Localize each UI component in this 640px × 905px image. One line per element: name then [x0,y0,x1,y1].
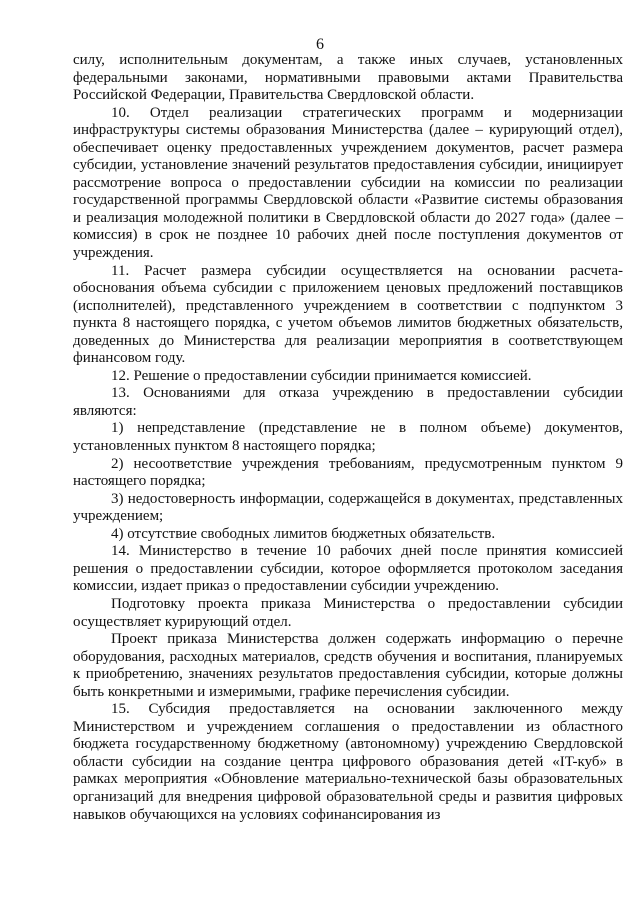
paragraph-item-13: 13. Основаниями для отказа учреждению в предоставлении субсидии являются: [73,385,623,419]
paragraph-item-11: 11. Расчет размера субсидии осуществляется на основании расчета-обоснования объема субсидии с приложением ценовых предложений поставщиков (исполнителей), представленного учреждением в соответствии с подпунктом 3 пункта 8 настоящего порядка, с учетом объемов лимитов бюджетных обязательств, доведенных до Министерства для реализации мероприятия в соответствующем финансовом году. [73,262,623,367]
paragraph-order-content: Проект приказа Министерства должен содержать информацию о перечне оборудования, расходных материалов, средств обучения и воспитания, планируемых к приобретению, значениях результатов предоставления субсидии, которые должны быть конкретными и измеримыми, графике перечисления субсидии. [73,631,623,700]
subitem-13-2: 2) несоответствие учреждения требованиям, предусмотренным пунктом 9 настоящего порядка; [73,455,623,490]
paragraph-item-10: 10. Отдел реализации стратегических программ и модернизации инфраструктуры системы образования Министерства (далее – курирующий отдел), обеспечивает оценку предоставленных учреждением документов, расчет размера субсидии, установление значений результатов предоставления субсидии, инициирует рассмотрение вопроса о предоставлении субсидии на комиссии по реализации государственной программы Свердловской области «Развитие системы образования и реализация молодежной политики в Свердловской области до 2027 года» (далее – комиссия) в срок не позднее 10 рабочих дней после поступления документов от учреждения. [73,104,623,262]
page-number: 6 [316,36,324,53]
subitem-13-1: 1) непредставление (представление не в полном объеме) документов, установленных пунктом 8 настоящего порядка; [73,420,623,455]
paragraph-item-14: 14. Министерство в течение 10 рабочих дней после принятия комиссией решения о предоставлении субсидии, которое оформляется протоколом заседания комиссии, издает приказ о предоставлении субсидии учреждению. [73,543,623,595]
subitem-13-4: 4) отсутствие свободных лимитов бюджетных обязательств. [111,525,496,542]
subitem-13-3: 3) недостоверность информации, содержащейся в документах, представленных учреждением; [73,490,623,525]
paragraph-item-15: 15. Субсидия предоставляется на основании заключенного между Министерством и учреждением соглашения о предоставлении из областного бюджета государственному бюджетному (автономному) учреждению Свердловской области субсидии на создание центра цифрового образования детей «IT-куб» в рамках мероприятия «Обновление материально-технической базы образовательных организаций для внедрения цифровой образовательной среды и развития цифровых навыков обучающихся на условиях софинансирования из [73,701,623,823]
paragraph-item-12: 12. Решение о предоставлении субсидии принимается комиссией. [111,367,532,384]
paragraph-continuation: силу, исполнительным документам, а также иных случаев, установленных федеральными законами, нормативными правовыми актами Правительства Российской Федерации, Правительства Свердловской области. [73,52,623,104]
paragraph-order-preparation: Подготовку проекта приказа Министерства о предоставлении субсидии осуществляет курирующий отдел. [73,595,623,630]
document-body [73,52,623,824]
